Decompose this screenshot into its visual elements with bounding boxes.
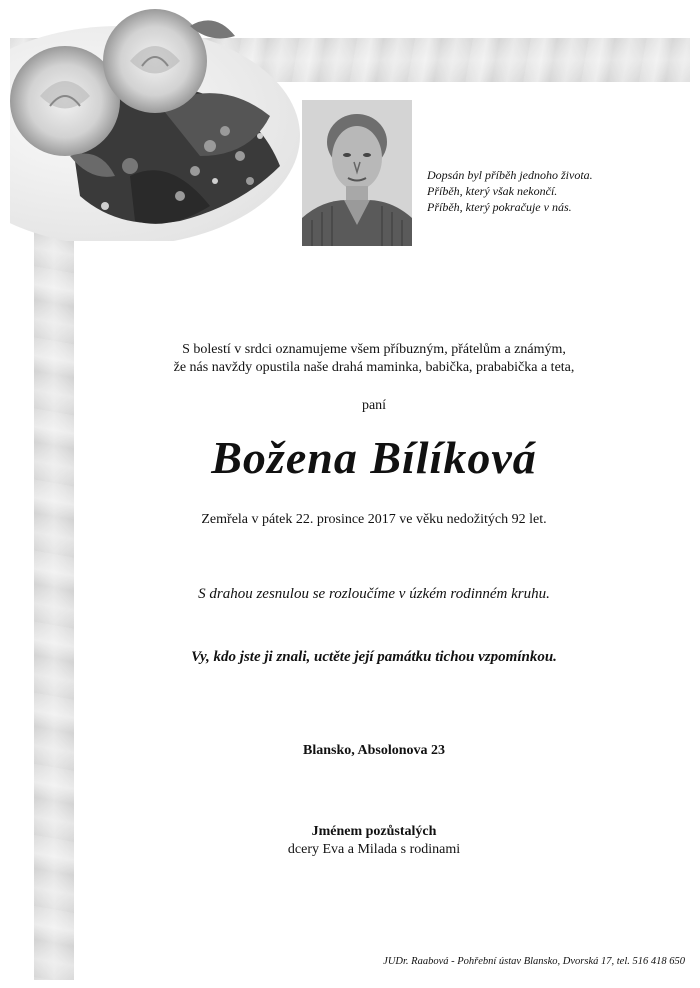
deceased-name: Božena Bílíková xyxy=(211,432,537,483)
mourners-names: dcery Eva a Milada s rodinami xyxy=(287,842,461,857)
intro-text xyxy=(74,341,674,377)
quote-block xyxy=(427,167,687,215)
intro-line-2: že nás navždy opustila naše drahá maminka, babička, prababička a teta, xyxy=(173,360,575,375)
farewell-text: S drahou zesnulou se rozloučíme v úzkém rodinném kruhu. xyxy=(198,586,550,602)
roses-bouquet-icon xyxy=(10,6,300,241)
quote-line: Dopsán byl příběh jednoho života. xyxy=(427,168,593,182)
death-notice: Zemřela v pátek 22. prosince 2017 ve věku nedožitých 92 let. xyxy=(201,512,547,527)
mourners-title: Jménem pozůstalých xyxy=(311,824,437,839)
intro-line-1: S bolestí v srdci oznamujeme všem příbuzným, přátelům a známým, xyxy=(182,342,566,357)
quote-line: Příběh, který však nekončí. xyxy=(427,184,558,198)
quote-line: Příběh, který pokračuje v nás. xyxy=(427,200,572,214)
portrait-photo-icon xyxy=(302,100,412,246)
salutation: paní xyxy=(361,398,387,413)
remembrance-text: Vy, kdo jste ji znali, uctěte její památku tichou vzpomínkou. xyxy=(191,649,557,665)
funeral-home-footer: JUDr. Raabová - Pohřební ústav Blansko, Dvorská 17, tel. 516 418 650 xyxy=(383,956,685,967)
address: Blansko, Absolonova 23 xyxy=(303,743,445,758)
